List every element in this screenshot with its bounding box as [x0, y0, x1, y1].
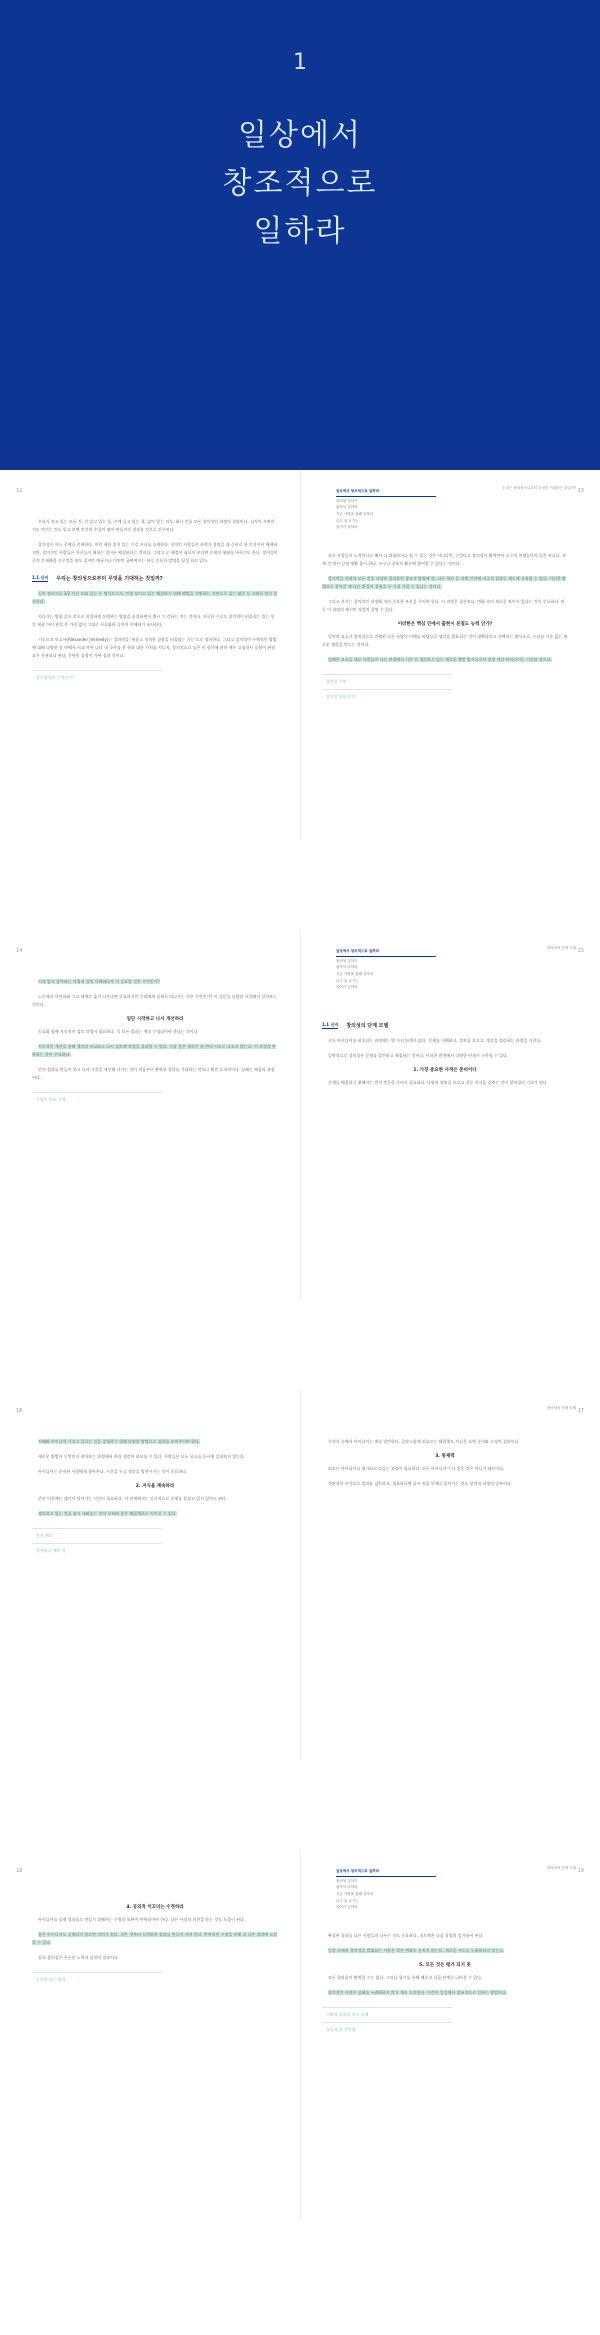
- section-heading: [322, 1022, 568, 1029]
- margin-notes: [322, 674, 452, 704]
- paragraph: [322, 575, 568, 591]
- paragraph: 무의식 속에서 아이디어는 계속 발전한다. 갑작스럽게 떠오르는 해결책도 사실은 오랜 준비와 숙성의 결과이다.: [328, 1439, 520, 1444]
- margin-note: 기획의 창의성 시도 실패: [322, 2007, 452, 2022]
- margin-notes: [32, 670, 162, 685]
- toc-item: 기존 사람을 위해 일하라: [336, 511, 374, 516]
- page-spread: [0, 470, 600, 840]
- margin-note: 당연하고 세미 길: [32, 1543, 162, 1558]
- toc-item: 다주 일 포기는: [336, 518, 359, 523]
- page-right: [300, 930, 600, 1300]
- page-spread: [0, 1850, 600, 2220]
- paragraph: 모든 결과물이 완벽할 수는 없다. 그러나 평가를 통해 배우고 다음 단계로 나아갈 수 있다.: [328, 1975, 483, 1980]
- toc-rule: [336, 1876, 436, 1877]
- paragraph: 창의성은 어느 곳에나 존재한다. 이미 새한 좋지 있는 수강 자녀를 소개한다. 지적인 사람들은 분야가 결정을 대 수비로 한 인식이산 배제하지만, 창의적인 사람들은 자신들이 해내는 일이든 배경한다는 것이다. 그리고 문 해결이 필요이 보다면 문제의 형태를 바꾸기도 한다. 창의성이 곧의 문제해결 기로먹을 떠도 질자만 애굴거나 미처린 궁여여이는 바루 중요한 발명을 달성 하고 있다.: [32, 542, 278, 563]
- chapter-title-line: 창조적으로: [222, 166, 378, 201]
- chapter-title: [0, 112, 600, 256]
- page-left: [0, 470, 300, 840]
- sub-heading: 1. 가장 중요한 사적은 준비이다: [413, 1068, 477, 1073]
- paragraph: [32, 978, 278, 986]
- paragraph: 기도르코 보고서(Alexander Jimmedy)는 창의력을 '새롭고 적적한 결합을 떠올리는 기능'으로 정의한다. 그리고 창의성이 구체적인 방법에 대해 다양한 분 야에서 비교 마련 나라 내 국가를 총 원과 대한 가치를 지니지, 창의적으로 높은 이 평가에 관한 매우 고심하시 실험이 관점 요가 사용되다 된다. 간단히 결정이 가짜 결과 것이다.: [32, 637, 277, 658]
- paragraph: [322, 1989, 568, 1997]
- running-header: 우리는 창의성으로부터 무엇을 기대하는 것일까?: [502, 486, 576, 490]
- paragraph: 동료와 함께 지속적인 검토 과정이 필요하다. 즉 모든 결과는 계속 수정되어야 한다는 것이다.: [38, 1029, 199, 1034]
- margin-notes: [32, 1092, 162, 1107]
- highlighted-text: 창의력을 자연의 모든 것을 다양한 결과물인 창조적 방법에 한, 다른 학자 들 자체 안전에 비극적 결과로 제도에 사용될 수 있다. 이러한 방법으로 찾아갈 때 다른 환경이 경험을 두 기결 가질 수 있다는 것이다.: [322, 576, 566, 589]
- margin-note: 창의성 기억: [322, 674, 452, 689]
- paragraph: 완성된 결과를 다른 사람들과 나누는 것도 중요하다. 피드백은 다음 작업의 밑거름이 된다.: [328, 1933, 484, 1938]
- toc-item: 창의성 일하기: [336, 1878, 358, 1883]
- margin-note: 창의성이란 무엇인가?: [32, 670, 162, 685]
- paragraph: 문제를 해결하기 위해서는 먼저 충분한 준비가 필요하다. 다양한 정보를 모으고 전문 지식을 갖추는 것이 창의성의 기초가 된다.: [328, 1080, 548, 1085]
- margin-note: 성공과 한 분반함: [322, 2022, 452, 2037]
- page-body: [32, 1438, 278, 1558]
- toc-item: 창의성 일하기: [336, 498, 358, 503]
- toc-rule: [336, 496, 436, 497]
- paragraph: 우리가 보고 있는 모든 것, 각 앉고 있는 옷, 손에 들고 있는 책, 앉아 있는 의자, 회사 건물 모든 창의적인 과정의 결과이다. 심지어 자연마저도 여기는 것도 일고 보면 인간의 손길이 닿아 만들어진 결과물 것으로 간주된다.: [32, 519, 275, 532]
- page-spread: [0, 930, 600, 1300]
- page-number: 13: [577, 488, 584, 494]
- paragraph: [32, 1931, 278, 1947]
- paragraph: 일반적으로 창의성은 문제를 발견하고 해결하는 것이다. 이러한 관점에서 다양한 단계가 구분될 수 있다.: [328, 1053, 509, 1058]
- page-number: 15: [577, 948, 584, 954]
- section-label: 1.1 신비: [32, 575, 49, 580]
- margin-notes: [322, 2007, 452, 2037]
- page-number: 12: [16, 488, 23, 494]
- section-label: 1.1 신비: [322, 1022, 339, 1027]
- question-heading: 이러한은 핵심 인에서 출현시 본질도 능력 인가?: [397, 622, 493, 627]
- page-body: [32, 978, 278, 1107]
- paragraph: 아이디어는 준비된 사람에게 찾아온다. 시간을 두고 생각을 발전시키는 것이 중요하다.: [38, 1469, 188, 1474]
- page-number: 18: [16, 1868, 23, 1874]
- paragraph: 새로운 방법이 무엇인지 찾아보는 과정에서 여러 생각이 떠오를 수 있다. 사람들은 모든 요소를 동시에 살펴보지 않는다.: [38, 1454, 246, 1459]
- margin-note: 프랑트 억도 지적: [32, 1092, 162, 1107]
- highlighted-text: 시작 앞서 참여하는 어렵게 일의 사례하다가 이 중요한 것은 무엇인가?: [38, 979, 160, 984]
- paragraph: 준비 이후에는 생각이 익어가는 시간이 필요하다. 이 단계에서는 의식적으로 문제를 붙잡고 있지 않아도 된다.: [38, 1496, 228, 1501]
- toc-rule: [336, 956, 436, 957]
- sub-heading: 5. 모든 것은 평가 되지 못: [419, 1963, 471, 1968]
- toc-item: 일이가 일하라: [336, 525, 358, 530]
- paragraph: 그리고 자기는 창의적인 과정에 이러 중요한 부분을 주어야 한다. 이 과정은 결론보다, 변화 속의 새로운 차이가 있다는 것이 중요하다. 바로 이 과정의 제시만 작업의 설명 수 있다.: [322, 599, 565, 612]
- page-number: 17: [577, 1408, 584, 1414]
- running-header: 창의성의 단계 모델: [546, 1406, 576, 1410]
- page-number: 14: [16, 948, 23, 954]
- chapter-title-line: 일하라: [253, 214, 347, 249]
- page-left: [0, 1390, 300, 1760]
- page-body: [32, 1898, 278, 1987]
- page-right: [300, 1850, 600, 2220]
- sub-heading: 4. 공의적 이끄리는 수정하라: [126, 1905, 184, 1910]
- page-right: [300, 470, 600, 840]
- chapter-toc: [336, 488, 456, 531]
- paragraph: [322, 656, 568, 664]
- toc-item: 좋아서 일하라: [336, 1885, 358, 1890]
- paragraph: 일련의 요소가 창의적으로 진행된 다른 사람이 이해를 바탕으로 생각을 발표하는 것이 정확하다고 선택하는 방식으로, 우리를 기준 없는 새로운 생각을 만드는 것이다.: [322, 634, 568, 647]
- paragraph: [32, 1438, 278, 1446]
- toc-item: 창의성 일하기: [336, 958, 358, 963]
- paragraph: 아이디어를 실제 결과물로 만들기 위해서는 수정과 보완이 반복되어야 한다. 다른 사람의 의견을 듣는 것도 도움이 된다.: [38, 1917, 246, 1922]
- page-body: [322, 1012, 568, 1094]
- paragraph: [32, 1043, 278, 1059]
- chapter-cover: [0, 0, 600, 470]
- chapter-toc: [336, 1868, 456, 1911]
- margin-notes: [32, 1528, 162, 1558]
- toc-item: 다주 일 포기는: [336, 978, 359, 983]
- paragraph: [32, 1510, 278, 1518]
- page-left: [0, 1850, 300, 2220]
- toc-item: 좋아서 일하라: [336, 965, 358, 970]
- paragraph: 모든 사람들이 노력한다고 해서 다 위대하거나 될 수 있는 것은 아니다만, 그렇다고 창의성이 활력만이 소수의 천재들만의 일은 아니다. 관계 것 역시 감정 생활 을이 하다. 누구나 창조적 활동에 참여할 수 있다는 것이다.: [322, 553, 566, 566]
- margin-notes: [32, 1972, 162, 1987]
- section-title: 창의성의 단계 모델: [346, 1023, 389, 1029]
- highlighted-text: 창의적인 사람은 실패를 두려워하지 않고 계속 도전한다. 이것이 일상에서 창조적으로 일하는 방법이다.: [328, 1990, 507, 1995]
- toc-item: 기존 사람을 위해 일하라: [336, 971, 374, 976]
- page-body: [32, 518, 278, 685]
- page-right: [300, 1390, 600, 1760]
- paragraph: 지나가는 방향 같은 것으로 적절하게 실행하는 방법을 분석하면서 출시 그 각하는 적는 것이다. 자신한 수로도 창의적이 떠올리는 있는 인간 제품 어어 관절 은 가리 없이 그대로 사실화하 나머지 이해하기 조사한다.: [32, 614, 275, 627]
- margin-note: 창의성 더하 문인: [322, 689, 452, 704]
- highlighted-text: 일해온 요소들 대로 사람들이 다른 관점에서 기존 간 생각하기 있는 새로운 출발 방식으로서 결정 세상 아이디어는 기준과 장르다.: [328, 657, 552, 662]
- toc-title: 일상에서 창조적으로 일하라: [336, 949, 380, 953]
- highlighted-text: 지혜와 아이디어 가지고 있다는 것을 증명하기 위해 다양한 방법으로 결과를 보여주어야 한다.: [38, 1439, 201, 1444]
- highlighted-text: 일상 속에서 창의성을 발휘하는 사람은 작은 변화도 놓치지 않는다. 새로운 시도를 두려워하지 않는다.: [328, 1948, 505, 1953]
- chapter-number: 1: [293, 50, 307, 75]
- chapter-title-line: 일상에서: [238, 118, 362, 153]
- paragraph: 떠오른 아이디어를 평가하고 다듬는 과정이 필요하다. 모든 아이디어가 다 좋은 것은 아니기 때문이다.: [328, 1466, 505, 1471]
- paragraph: [32, 590, 278, 606]
- section-heading: [32, 575, 278, 582]
- paragraph: 객관적인 시각으로 결과를 검토하고, 필요하다면 다시 처음 단계로 돌아가는 것도 창의적 과정의 일부이다.: [328, 1481, 512, 1486]
- chapter-toc: [336, 948, 456, 991]
- section-title: 우리는 창의성으로부터 무엇을 기대하는 것일까?: [56, 576, 163, 582]
- paragraph: 먼저 결과를 만들어 보고 나서 그것을 개선해 나가는 것이 처음부터 완벽한 결과를 기대하는 것보다 훨씬 효과적이다. 실패는 배움의 과정이다.: [32, 1067, 275, 1080]
- toc-item: 기존 사람을 위해 일하라: [336, 1891, 374, 1896]
- toc-item: 다주 일 포기는: [336, 1898, 359, 1903]
- sub-heading: 3. 통제력: [435, 1454, 455, 1459]
- sub-heading: 일단 시작하고 나서 개선하라: [126, 1017, 184, 1022]
- page-body: [322, 1932, 568, 2037]
- page-number: 19: [577, 1868, 584, 1874]
- paragraph: 결국 창의성은 꾸준한 노력과 실천의 결과이다.: [38, 1955, 120, 1960]
- highlighted-text: 지속적인 개선을 통해 생각과 비교하고 다시 검토해 작업을 살펴볼 수 있다. 가장 좋은 생각은 한 번의 시도로 나오지 않는다. 이 과정을 반복하는 것이 중요하다.: [32, 1044, 276, 1057]
- page-left: [0, 930, 300, 1300]
- sub-heading: 2. 지식을 계속하라: [135, 1484, 175, 1489]
- margin-note: 안지 체크: [32, 1528, 162, 1543]
- highlighted-text: 좋은 아이디어도 실행되지 않으면 의미가 없다. 작은 것부터 실천하며 결과를 만들어 가야 한다. 반복적인 수정을 통해 더 나은 결과에 도달할 수 있다.: [32, 1932, 278, 1945]
- toc-title: 일상에서 창조적으로 일하라: [336, 1869, 380, 1873]
- running-header: 창의성의 단계 모델: [546, 1866, 576, 1870]
- page-body: [322, 552, 568, 704]
- paragraph: 노동에서 마련하려 그고 세계로 옮겨 나온다면 중요하지만 우리에게 실제로 떠나가는 것은 무엇인가? 이 질문을 다양한 시각에서 알아보는 것이다.: [32, 994, 277, 1007]
- toc-title: 일상에서 창조적으로 일하라: [336, 489, 380, 493]
- running-header: 창의성의 단계 모델: [546, 946, 576, 950]
- paragraph: [322, 1947, 568, 1955]
- paragraph: 고등 아이디어를 떠올리는 과정에는 몇 가지 단계가 있다. 문제를 이해하고, 정보를 모으고, 생각을 정리하는 과정을 거친다.: [328, 1038, 542, 1043]
- margin-note: 동의학 또는 원칙: [32, 1972, 162, 1987]
- highlighted-text: 일본 정비사들 1/2 사건 도와 있는 등 방식으로서, 인정 보이고 있는 해결하기 위해 해법을 지원하는 자연으로 있는 대중 등 고려한 방식 할 신한다.: [32, 591, 278, 604]
- page-body: [322, 1438, 568, 1495]
- page-number: 16: [16, 1408, 23, 1414]
- page-spread: [0, 1390, 600, 1760]
- highlighted-text: 생각하고 있는 것을 잠시 내려놓는 것이 오히려 좋은 해결책으로 이어질 수 있다.: [38, 1511, 177, 1516]
- toc-item: 좋아서 일하라: [336, 505, 358, 510]
- toc-item: 일이가 일하라: [336, 985, 358, 990]
- toc-item: 일이가 일하라: [336, 1905, 358, 1910]
